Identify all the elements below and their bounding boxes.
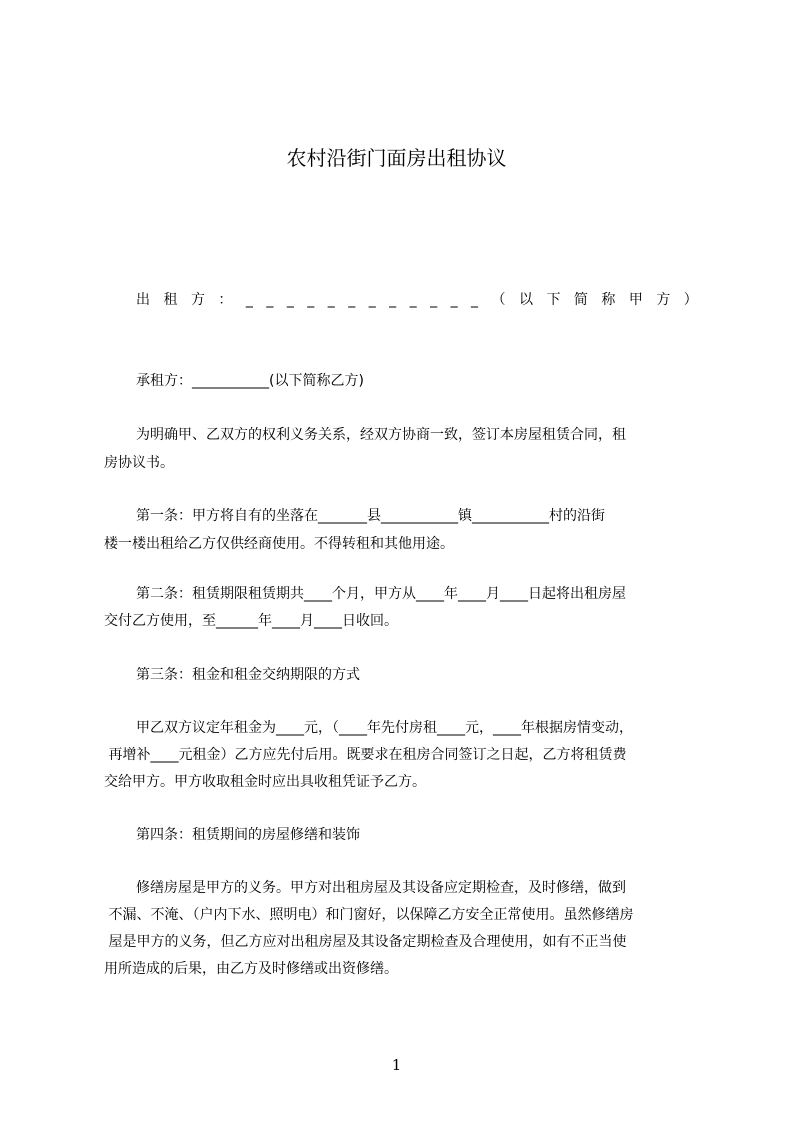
lessor-line-char: 下 (546, 292, 561, 308)
lessor-line-char: 简 (573, 292, 588, 308)
article2-line-1: 第二条：租赁期限租赁期共____个月，甲方从____年____月____日起将出租房屋 (136, 586, 626, 602)
intro-line-2: 房协议书。 (104, 455, 174, 471)
lessee-line: 承租方：___________(以下简称乙方) (136, 373, 364, 389)
article3-line-3: 交给甲方。甲方收取租金时应出具收租凭证予乙方。 (104, 774, 426, 790)
article3-line-2: 再增补____元租金）乙方应先付后用。既要求在租房合同签订之日起，乙方将租赁费 (104, 747, 627, 763)
lessor-line-char: 甲 (628, 292, 643, 308)
lessor-line-char: 租 (163, 292, 178, 308)
lessor-line-char: _ (430, 292, 438, 308)
lessor-line-char: 称 (601, 292, 616, 308)
article1-line-2: 楼一楼出租给乙方仅供经商使用。不得转租和其他用途。 (104, 536, 454, 552)
article3-line-1: 甲乙双方议定年租金为____元，（____年先付房租____元，____年根据房情变动， (136, 720, 633, 736)
article4-heading: 第四条：租赁期间的房屋修缮和装饰 (136, 827, 360, 843)
page-number: 1 (391, 1056, 402, 1074)
article4-line-3: 屋是甲方的义务，但乙方应对出租房屋及其设备定期检查及合理使用，如有不正当使 (104, 934, 627, 950)
lessor-line (136, 289, 698, 311)
lessor-line-char: ） (683, 292, 698, 308)
lessor-line-char: 方 (656, 292, 671, 308)
lessor-line-char: _ (266, 292, 274, 308)
lessor-line-char: _ (245, 292, 253, 308)
lessor-line-char: _ (409, 292, 417, 308)
lessor-line-char: 出 (136, 292, 150, 308)
lessor-line-char: ： (218, 292, 233, 308)
lessor-line-char: 以 (518, 292, 533, 308)
article2-line-2: 交付乙方使用，至______年____月____日收回。 (104, 613, 398, 629)
lessor-line-char: 方 (190, 292, 205, 308)
lessor-line-char: _ (368, 292, 376, 308)
lessor-line-char: _ (307, 292, 315, 308)
article1-line-1: 第一条：甲方将自有的坐落在_______县___________镇___________村的沿街 (136, 508, 605, 524)
lessor-line-char: _ (348, 292, 356, 308)
intro-line-1: 为明确甲、乙双方的权利义务关系，经双方协商一致，签订本房屋租赁合同，租 (136, 427, 626, 443)
lessor-line-char: _ (471, 292, 479, 308)
lessor-line-char: _ (327, 292, 335, 308)
lessor-line-char: _ (286, 292, 294, 308)
article4-line-2: 不漏、不淹、（户内下水、照明电）和门窗好，以保障乙方安全正常使用。虽然修缮房 (104, 907, 634, 923)
lessor-line-char: _ (450, 292, 458, 308)
lessor-line-char: _ (389, 292, 397, 308)
document-title: 农村沿街门面房出租协议 (286, 146, 507, 170)
lessor-line-char: （ (491, 292, 506, 308)
article4-line-4: 用所造成的后果，由乙方及时修缮或出资修缮。 (104, 961, 398, 977)
article4-line-1: 修缮房屋是甲方的义务。甲方对出租房屋及其设备应定期检查，及时修缮，做到 (136, 880, 626, 896)
article3-heading: 第三条：租金和租金交纳期限的方式 (136, 667, 360, 683)
